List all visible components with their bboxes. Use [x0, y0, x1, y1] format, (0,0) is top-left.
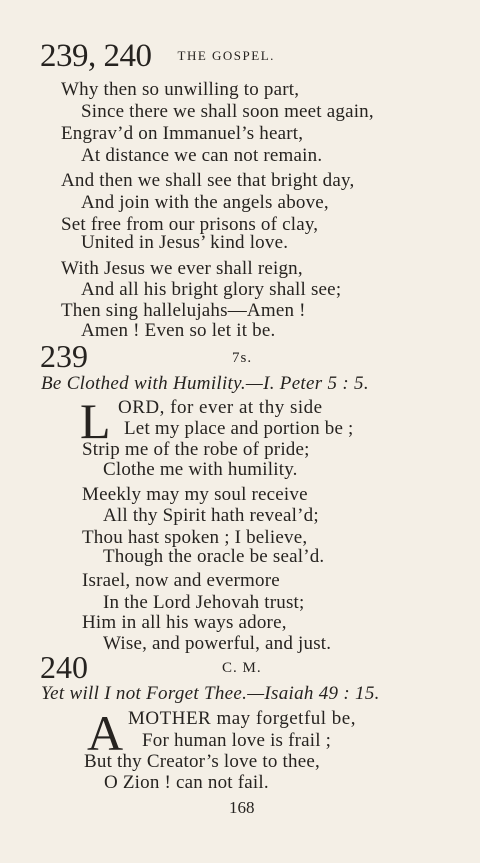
verse-line: Engrav’d on Immanuel’s heart, [61, 123, 304, 144]
verse-line: Israel, now and evermore [82, 570, 280, 591]
hymn-subtitle: Yet will I not Forget Thee.—Isaiah 49 : 15. [41, 683, 380, 704]
hymn-number: 239 [40, 338, 88, 374]
drop-cap: L [80, 393, 111, 449]
verse-line: Clothe me with humility. [103, 459, 298, 480]
verse-line: Wise, and powerful, and just. [103, 633, 332, 654]
verse-line-first: ORD, for ever at thy side [118, 397, 323, 418]
verse-line: Then sing hallelujahs—Amen ! [61, 300, 306, 321]
verse-line: All thy Spirit hath reveal’d; [103, 505, 319, 526]
header-hymn-numbers: 239, 240 [40, 38, 152, 74]
verse-line: O Zion ! can not fail. [104, 772, 269, 793]
hymn-meter: 7s. [232, 350, 253, 366]
verse-line: Since there we shall soon meet again, [81, 101, 374, 122]
header-title: THE GOSPEL. [177, 48, 275, 63]
verse-line: Why then so unwilling to part, [61, 79, 300, 100]
verse-line: United in Jesus’ kind love. [81, 232, 289, 253]
hymn-meter: C. M. [222, 660, 262, 676]
verse-line: In the Lord Jehovah trust; [103, 592, 305, 613]
verse-line: And join with the angels above, [81, 192, 329, 213]
hymn-number: 240 [40, 649, 88, 685]
verse-line: Let my place and portion be ; [124, 418, 354, 439]
hymn-subtitle: Be Clothed with Humility.—I. Peter 5 : 5. [41, 373, 369, 394]
verse-line: And all his bright glory shall see; [81, 279, 342, 300]
verse-line: Thou hast spoken ; I believe, [82, 527, 308, 548]
drop-cap: A [87, 705, 124, 761]
verse-line: But thy Creator’s love to thee, [84, 751, 320, 772]
verse-line: Though the oracle be seal’d. [103, 546, 325, 567]
verse-line: At distance we can not remain. [81, 145, 323, 166]
verse-line: With Jesus we ever shall reign, [61, 258, 303, 279]
verse-line: Set free from our prisons of clay, [61, 214, 319, 235]
verse-line: Amen ! Even so let it be. [81, 320, 276, 341]
running-header [40, 38, 275, 75]
page-number: 168 [229, 798, 255, 817]
verse-line: And then we shall see that bright day, [61, 170, 355, 191]
verse-line: Meekly may my soul receive [82, 484, 308, 505]
verse-line: For human love is frail ; [142, 730, 332, 751]
verse-line: Strip me of the robe of pride; [82, 439, 310, 460]
verse-line: Him in all his ways adore, [82, 612, 287, 633]
verse-line-first: MOTHER may forgetful be, [128, 708, 356, 729]
